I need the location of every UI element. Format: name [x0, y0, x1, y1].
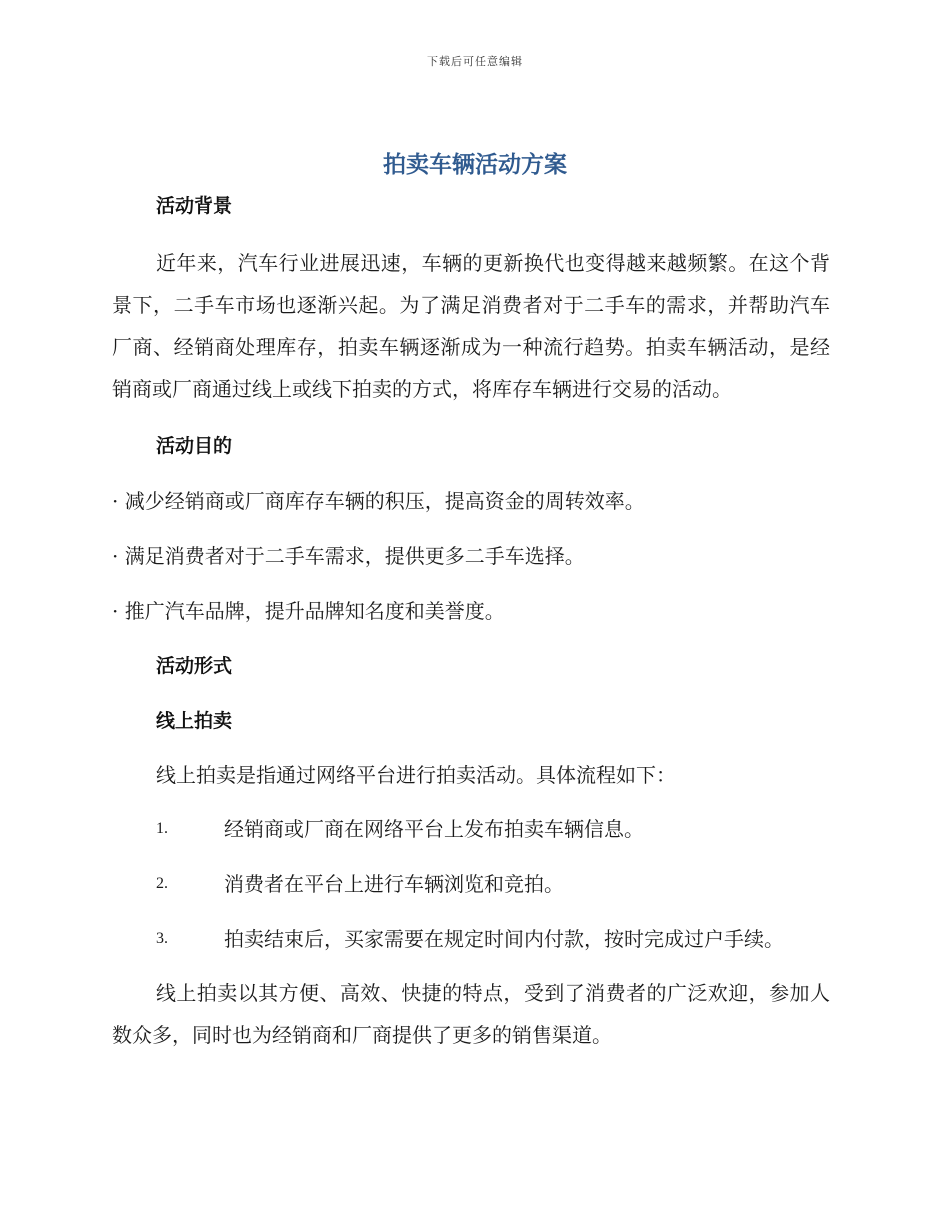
- paragraph-background: 近年来，汽车行业进展迅速，车辆的更新换代也变得越来越频繁。在这个背景下，二手车市场也逐渐兴起。为了满足消费者对于二手车的需求，并帮助汽车厂商、经销商处理库存，拍卖车辆逐渐成为一种流行趋势。拍卖车辆活动，是经销商或厂商通过线上或线下拍卖的方式，将库存车辆进行交易的活动。: [112, 251, 830, 401]
- document-title: 拍卖车辆活动方案: [383, 152, 567, 178]
- step-text: 经销商或厂商在网络平台上发布拍卖车辆信息。: [224, 817, 644, 841]
- heading-purpose: 活动目的: [156, 435, 233, 457]
- step-text: 消费者在平台上进行车辆浏览和竞拍。: [224, 872, 564, 896]
- numbered-step: [112, 919, 830, 959]
- numbered-step: [112, 809, 830, 849]
- step-number: 3.: [156, 930, 168, 947]
- step-text: 拍卖结束后，买家需要在规定时间内付款，按时完成过户手续。: [224, 927, 784, 951]
- paragraph-online-summary: 线上拍卖以其方便、高效、快捷的特点，受到了消费者的广泛欢迎，参加人数众多，同时也为经销商和厂商提供了更多的销售渠道。: [112, 981, 830, 1047]
- step-number: 1.: [156, 820, 168, 837]
- numbered-step: [112, 864, 830, 904]
- paragraph-online-intro: 线上拍卖是指通过网络平台进行拍卖活动。具体流程如下：: [156, 763, 676, 787]
- document-body: [112, 186, 830, 1056]
- heading-background: 活动背景: [156, 195, 233, 217]
- bullet-item: · 推广汽车品牌，提升品牌知名度和美誉度。: [112, 599, 505, 623]
- bullet-item: · 满足消费者对于二手车需求，提供更多二手车选择。: [112, 544, 585, 568]
- heading-form: 活动形式: [156, 655, 233, 677]
- heading-online-auction: 线上拍卖: [156, 710, 233, 732]
- step-number: 2.: [156, 875, 168, 892]
- bullet-item: · 减少经销商或厂商库存车辆的积压，提高资金的周转效率。: [112, 489, 645, 513]
- header-note: 下载后可任意编辑: [427, 55, 523, 68]
